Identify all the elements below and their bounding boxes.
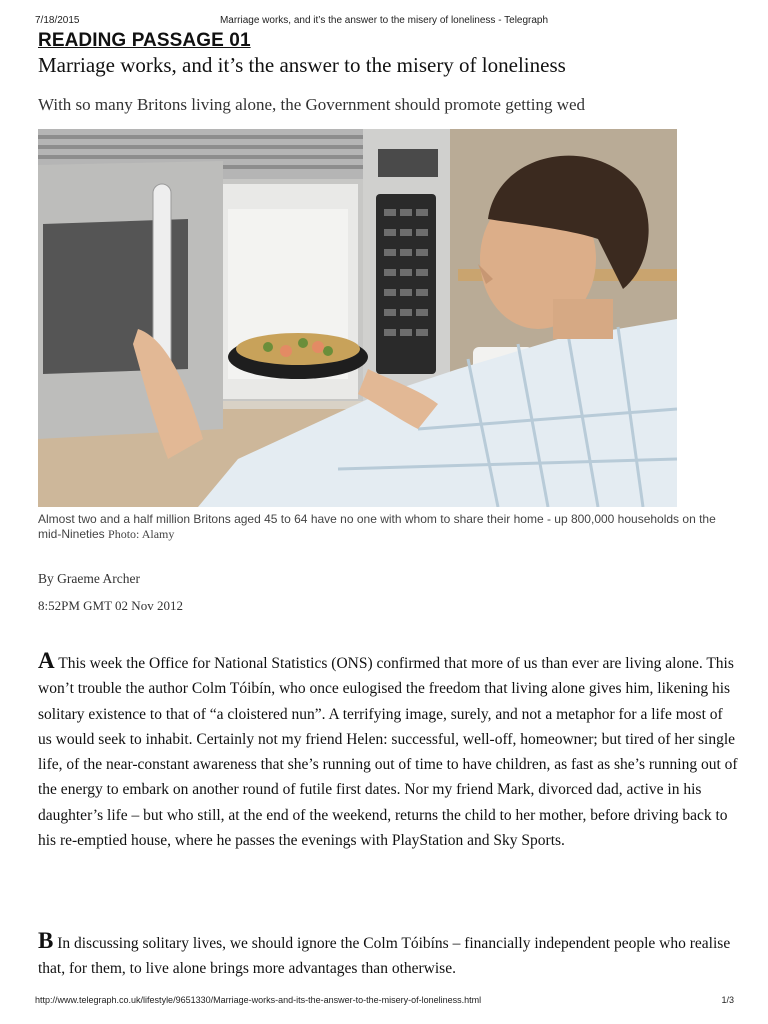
article-url: http://www.telegraph.co.uk/lifestyle/9651330/Marriage-works-and-its-the-answer-to-the-misery-of-loneliness.html — [35, 995, 482, 1005]
paragraph-text: This week the Office for National Statistics (ONS) confirmed that more of us than ever are living alone. This won’t trouble the author Colm Tóibín, who once eulogised the freedom that living alone gives him, likening his solitary existence to that of “a cloistered nun”. A terrifying image, surely, and not a metaphor for a life most of us would seek to inhabit. Certainly not my friend Helen: successful, well-off, homeowner; but tired of her single life, of the near-constant awareness that she’s running out of time to have children, as fast as she’s running out of the energy to embark on another round of futile first dates. Nor my friend Mark, divorced dad, active in his daughter’s life – but who still, at the end of the weekend, returns the child to her mother, before driving back to his re-emptied house, where he passes the evenings with PlayStation and Sky Sports. — [38, 655, 738, 850]
print-date: 7/18/2015 — [35, 15, 80, 26]
article-standfirst: With so many Britons living alone, the Government should promote getting wed — [38, 95, 586, 114]
print-page-title: Marriage works, and it’s the answer to the misery of loneliness - Telegraph — [219, 15, 549, 26]
article-photo — [38, 129, 677, 507]
print-header — [0, 15, 768, 29]
article-byline: By Graeme Archer — [38, 571, 140, 586]
paragraph-letter: A — [38, 648, 55, 673]
passage-label: READING PASSAGE 01 — [38, 30, 251, 51]
caption-text: Almost two and a half million Britons aged 45 to 64 have no one with whom to share their home - up 800,000 households on the mid-Nineties — [38, 512, 716, 541]
print-footer — [0, 995, 768, 1009]
article-timestamp: 8:52PM GMT 02 Nov 2012 — [38, 598, 183, 613]
photo-caption — [38, 512, 738, 542]
photo-credit: Photo: Alamy — [108, 527, 175, 541]
page-number: 1/3 — [721, 995, 734, 1005]
paragraph-a — [38, 648, 738, 853]
man-microwave-illustration — [38, 129, 677, 507]
article-headline: Marriage works, and it’s the answer to the misery of loneliness — [38, 53, 566, 77]
paragraph-letter: B — [38, 928, 54, 953]
paragraph-text: In discussing solitary lives, we should ignore the Colm Tóibíns – financially independent people who realise that, for them, to live alone brings more advantages than otherwise. — [38, 935, 731, 978]
paragraph-b — [38, 928, 738, 982]
